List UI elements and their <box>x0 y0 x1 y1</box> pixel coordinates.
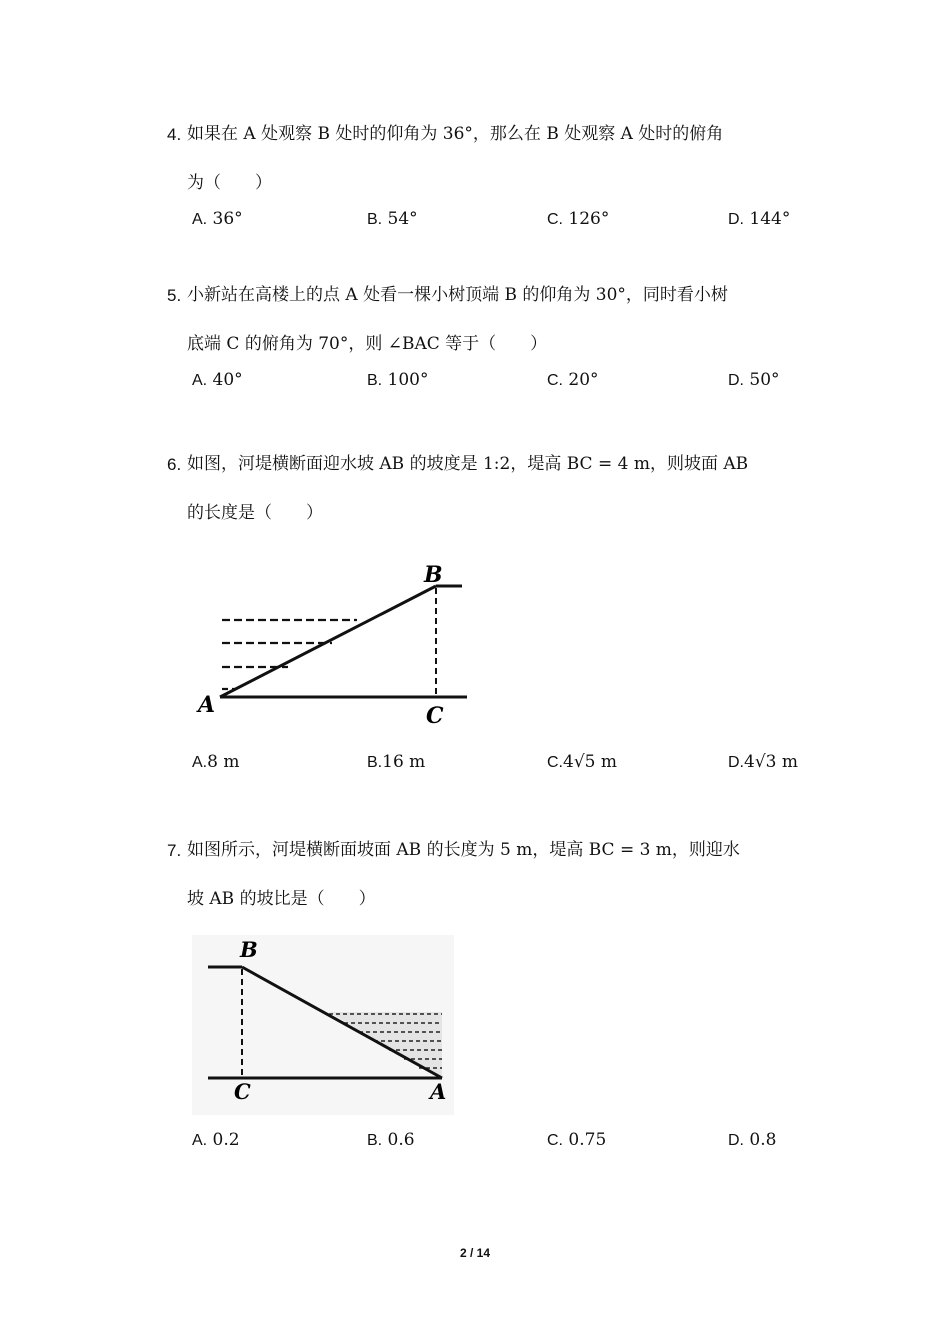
question-text: 小新站在高楼上的点 A 处看一棵小树顶端 B 的仰角为 30°，同时看小树 <box>187 285 728 305</box>
label-c: C <box>426 703 444 729</box>
option-c[interactable]: C.4√5 m <box>547 752 617 772</box>
option-b[interactable]: B. 100° <box>367 370 429 390</box>
option-a[interactable]: A. 0.2 <box>192 1130 240 1150</box>
question-6 <box>167 440 817 538</box>
option-a[interactable]: A. 40° <box>192 370 243 390</box>
options-7 <box>192 1130 832 1158</box>
option-a[interactable]: A.8 m <box>192 752 240 772</box>
question-text: 如图所示，河堤横断面坡面 AB 的长度为 5 m，堤高 BC = 3 m，则迎水 <box>187 840 740 860</box>
question-number: 5. <box>167 286 182 305</box>
question-number: 6. <box>167 455 182 474</box>
option-c[interactable]: C. 20° <box>547 370 599 390</box>
option-c[interactable]: C. 126° <box>547 209 610 229</box>
option-d[interactable]: D. 0.8 <box>728 1130 777 1150</box>
option-b[interactable]: B.16 m <box>367 752 426 772</box>
label-b: B <box>240 937 258 962</box>
embankment-figure-6 <box>190 560 480 730</box>
options-4 <box>192 209 832 237</box>
option-d[interactable]: D.4√3 m <box>728 752 798 772</box>
question-text: 如果在 A 处观察 B 处时的仰角为 36°，那么在 B 处观察 A 处时的俯角 <box>187 124 724 144</box>
question-text-cont: 的长度是（ ） <box>187 503 323 523</box>
page-number: 2 / 14 <box>459 1246 491 1260</box>
options-5 <box>192 370 832 398</box>
option-d[interactable]: D. 144° <box>728 209 791 229</box>
slope-ab <box>220 586 436 697</box>
question-4 <box>167 110 817 208</box>
option-d[interactable]: D. 50° <box>728 370 780 390</box>
question-number: 7. <box>167 841 182 860</box>
question-5 <box>167 271 817 369</box>
question-text-cont: 底端 C 的俯角为 70°，则 ∠BAC 等于（ ） <box>187 334 548 354</box>
question-text-cont: 为（ ） <box>187 173 272 193</box>
embankment-figure-7 <box>192 935 454 1115</box>
question-number: 4. <box>167 125 182 144</box>
option-a[interactable]: A. 36° <box>192 209 243 229</box>
question-text: 如图，河堤横断面迎水坡 AB 的坡度是 1:2，堤高 BC = 4 m，则坡面 AB <box>187 454 749 474</box>
options-6 <box>192 752 832 780</box>
question-7 <box>167 826 817 924</box>
label-c: C <box>234 1079 251 1104</box>
label-a: A <box>198 692 216 718</box>
label-b: B <box>424 562 443 588</box>
option-c[interactable]: C. 0.75 <box>547 1130 607 1150</box>
label-a: A <box>430 1079 447 1104</box>
option-b[interactable]: B. 54° <box>367 209 418 229</box>
question-text-cont: 坡 AB 的坡比是（ ） <box>187 889 376 909</box>
option-b[interactable]: B. 0.6 <box>367 1130 415 1150</box>
